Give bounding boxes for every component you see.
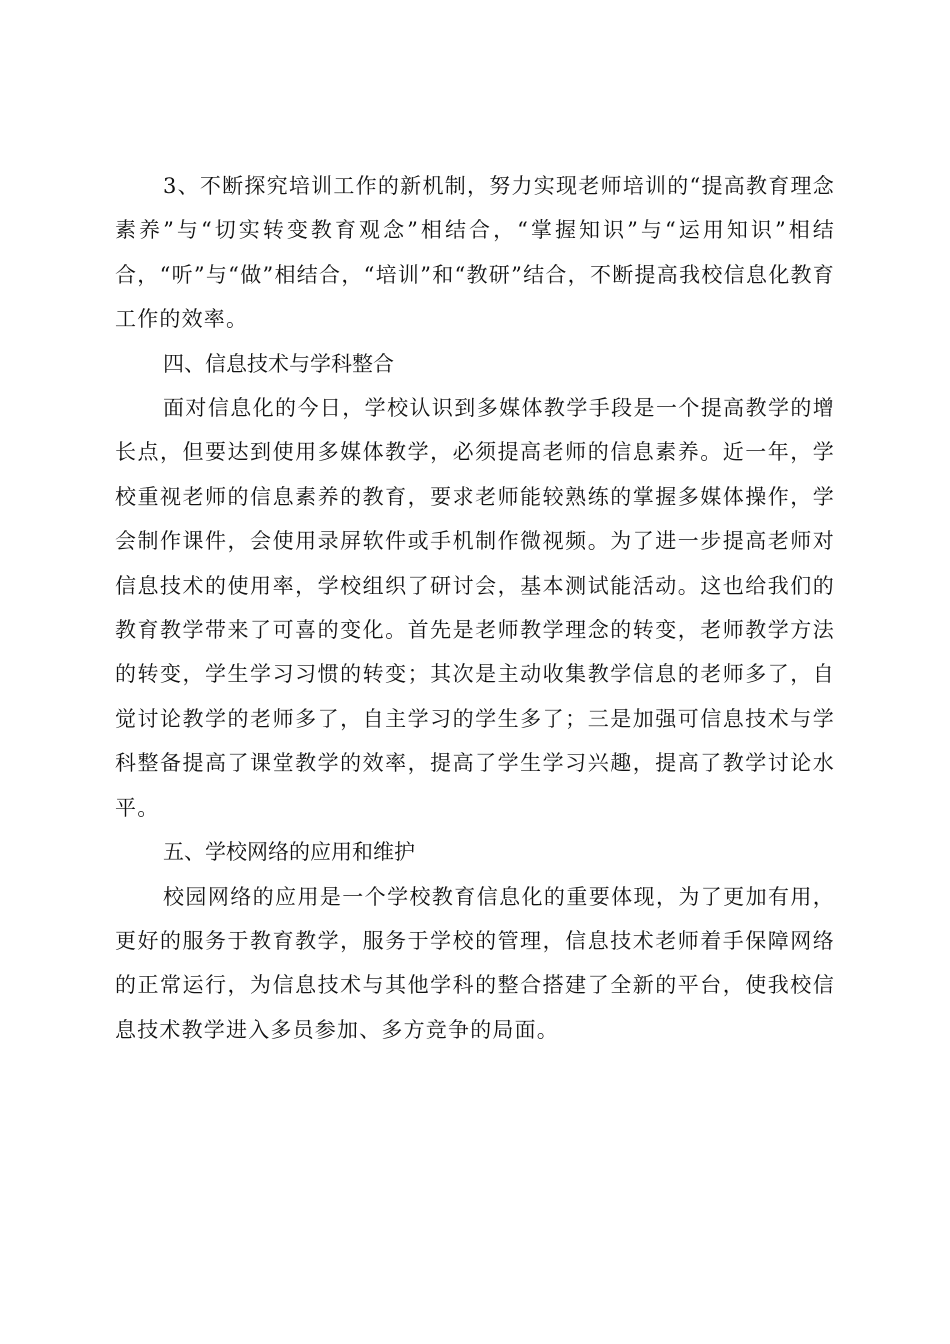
section-body-4: 面对信息化的今日，学校认识到多媒体教学手段是一个提高教学的增长点，但要达到使用多媒体教学，必须提高老师的信息素养。近一年，学校重视老师的信息素养的教育，要求老师能较熟练的掌握多媒体操作，学会制作课件，会使用录屏软件或手机制作微视频。为了进一步提高老师对信息技术的使用率，学校组织了研讨会，基本测试能活动。这也给我们的教育教学带来了可喜的变化。首先是老师教学理念的转变，老师教学方法的转变，学生学习习惯的转变；其次是主动收集教学信息的老师多了，自觉讨论教学的老师多了，自主学习的学生多了；三是加强可信息技术与学科整备提高了课堂教学的效率，提高了学生学习兴趣，提高了教学讨论水平。 <box>115 396 835 820</box>
paragraph-item-3: 3、不断探究培训工作的新机制，努力实现老师培训的“提高教育理念素养”与“切实转变教育观念”相结合，“掌握知识”与“运用知识”相结合，“听”与“做”相结合，“培训”和“教研”结合，不断提高我校信息化教育工作的效率。 <box>115 174 835 332</box>
section-heading-5: 五、学校网络的应用和维护 <box>163 840 415 865</box>
document-page <box>115 164 835 1052</box>
section-heading-4: 四、信息技术与学科整合 <box>163 351 394 376</box>
section-body-5: 校园网络的应用是一个学校教育信息化的重要体现，为了更加有用，更好的服务于教育教学，服务于学校的管理，信息技术老师着手保障网络的正常运行，为信息技术与其他学科的整合搭建了全新的平台，使我校信息技术教学进入多员参加、多方竞争的局面。 <box>115 884 835 1042</box>
